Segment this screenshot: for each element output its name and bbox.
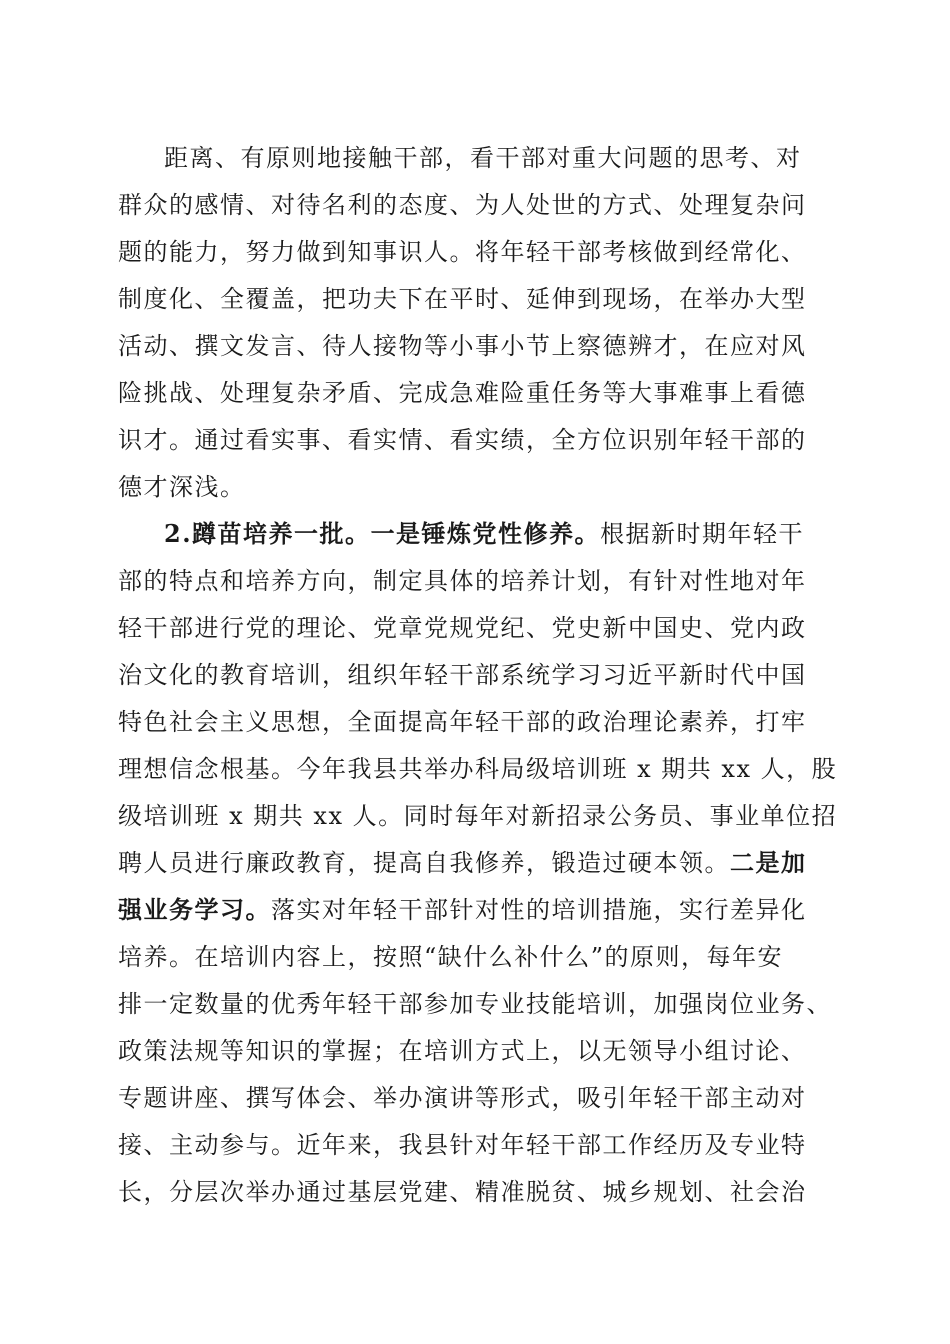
- text-line: 长，分层次举办通过基层党建、精准脱贫、城乡规划、社会治: [118, 1178, 807, 1206]
- text-line: 识才。通过看实事、看实情、看实绩，全方位识别年轻干部的: [118, 426, 807, 454]
- text-line: 距离、有原则地接触干部，看干部对重大问题的思考、对: [164, 144, 802, 172]
- text-line: 险挑战、处理复杂矛盾、完成急难险重任务等大事难事上看德: [118, 379, 807, 407]
- text-run: 聘人员进行廉政教育，提高自我修养，锻造过硬本领。: [118, 849, 730, 877]
- text-line: 排一定数量的优秀年轻干部参加专业技能培训，加强岗位业务、: [118, 990, 832, 1018]
- text-line: 培养。在培训内容上，按照“缺什么补什么”的原则，每年安: [118, 943, 784, 971]
- text-line: 专题讲座、撰写体会、举办演讲等形式，吸引年轻干部主动对: [118, 1084, 807, 1112]
- subsection-title: 二是加: [730, 848, 807, 877]
- text-line: 特色社会主义思想，全面提高年轻干部的政治理论素养，打牢: [118, 708, 807, 736]
- text-line: 群众的感情、对待名利的态度、为人处世的方式、处理复杂问: [118, 191, 807, 219]
- text-line: 轻干部进行党的理论、党章党规党纪、党史新中国史、党内政: [118, 614, 807, 642]
- text-line: 接、主动参与。近年来，我县针对年轻干部工作经历及专业特: [118, 1131, 807, 1159]
- subsection-title: 强业务学习。: [118, 895, 271, 924]
- text-line: 制度化、全覆盖，把功夫下在平时、延伸到现场，在举办大型: [118, 285, 807, 313]
- text-line: 题的能力，努力做到知事识人。将年轻干部考核做到经常化、: [118, 238, 807, 266]
- text-run: 根据新时期年轻干: [600, 520, 805, 548]
- text-line: [118, 888, 807, 932]
- text-line: 德才深浅。: [118, 473, 246, 501]
- text-line: 级培训班 x 期共 xx 人。同时每年对新招录公务员、事业单位招: [118, 802, 838, 830]
- text-line: 活动、撰文发言、待人接物等小事小节上察德辨才，在应对风: [118, 332, 807, 360]
- text-line: 政策法规等知识的掌握；在培训方式上，以无领导小组讨论、: [118, 1037, 807, 1065]
- text-run: 落实对年轻干部针对性的培训措施，实行差异化: [271, 896, 807, 924]
- subsection-title: 一是锤炼党性修养。: [370, 519, 601, 548]
- section-heading-line: [164, 512, 804, 556]
- text-line: 治文化的教育培训，组织年轻干部系统学习习近平新时代中国: [118, 661, 807, 689]
- text-line: 理想信念根基。今年我县共举办科局级培训班 x 期共 xx 人，股: [118, 755, 838, 783]
- text-line: [118, 841, 807, 885]
- section-heading: 2.蹲苗培养一批。: [164, 519, 371, 548]
- text-line: 部的特点和培养方向，制定具体的培养计划，有针对性地对年: [118, 567, 807, 595]
